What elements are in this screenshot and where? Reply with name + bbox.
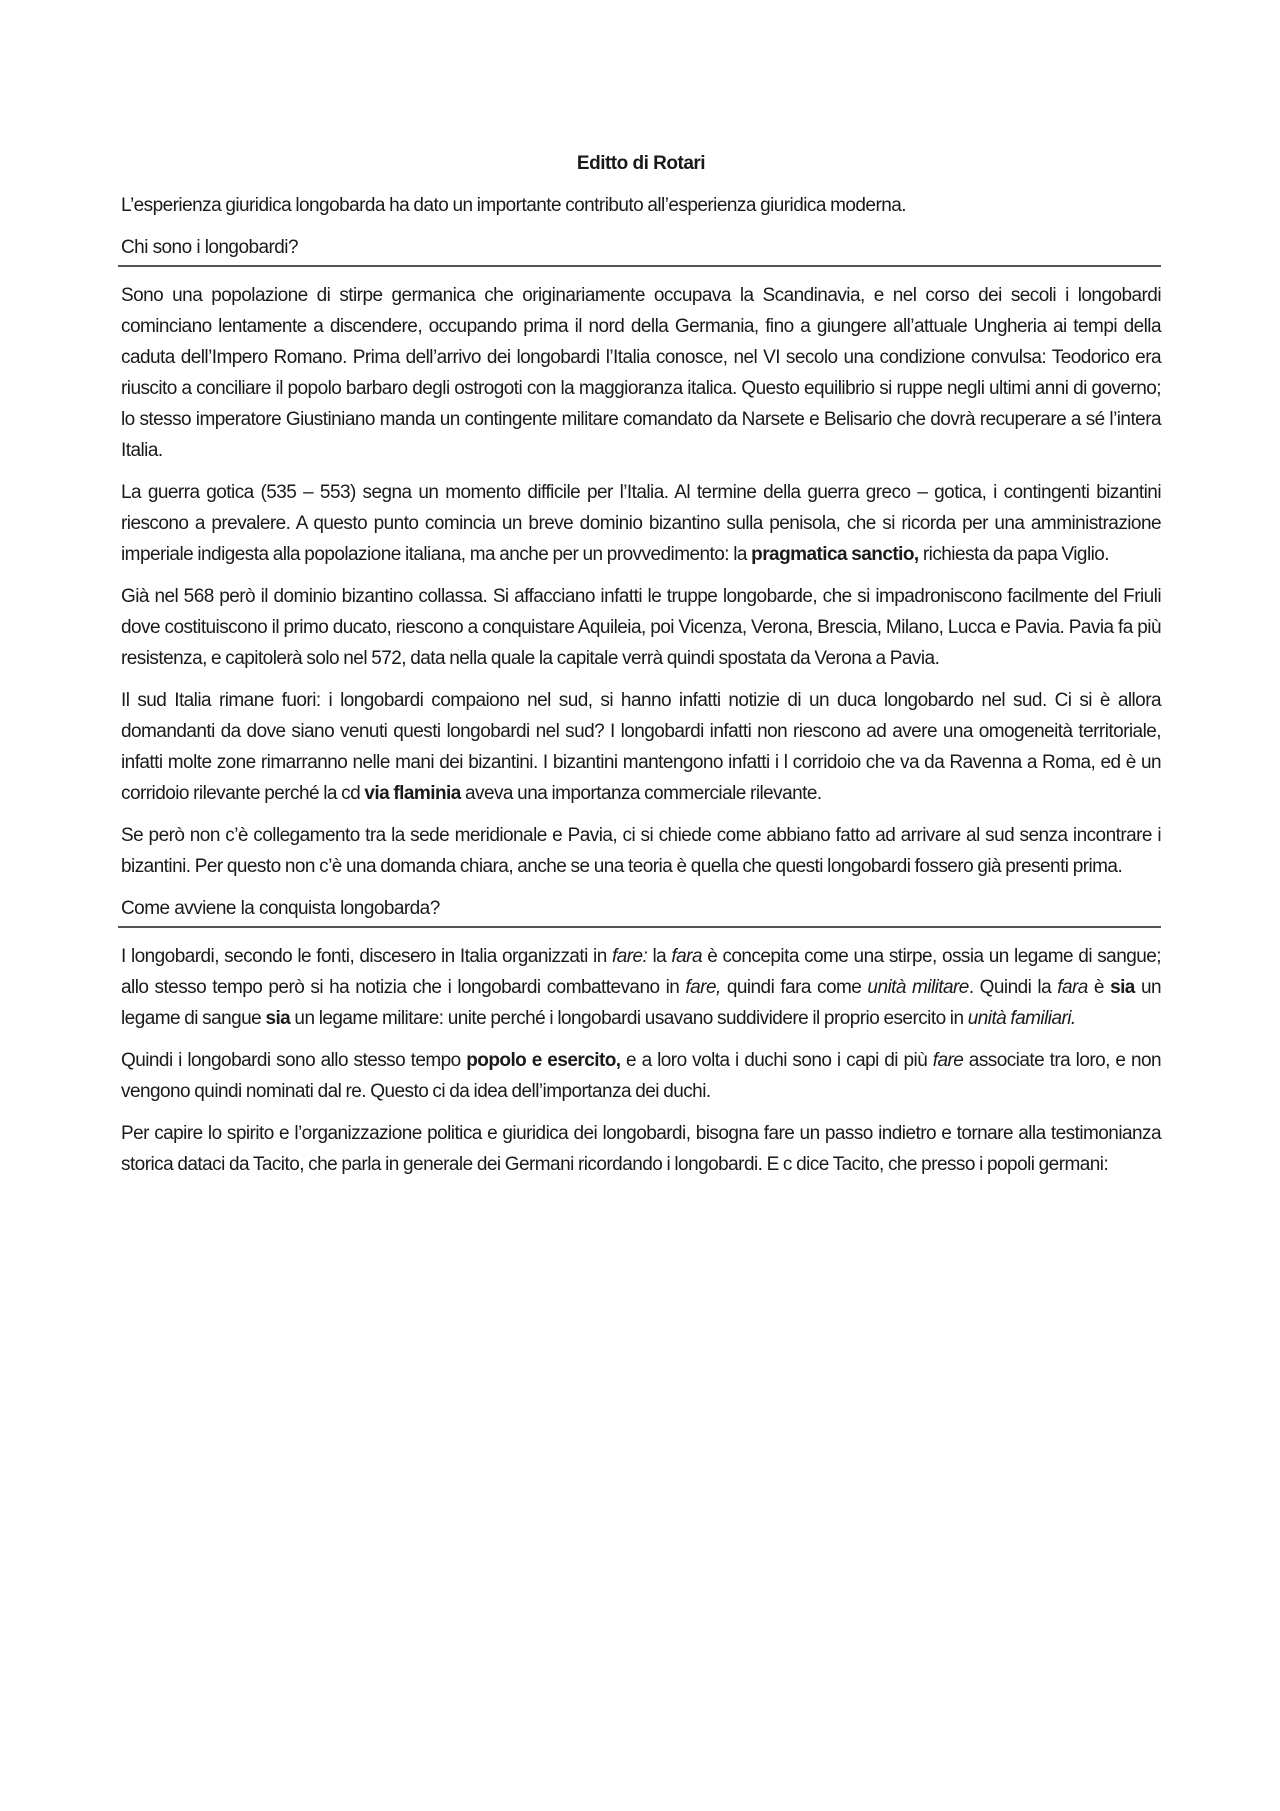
paragraph-collegamento: Se però non c’è collegamento tra la sede meridionale e Pavia, ci si chiede come abbiano fatto ad arrivare al sud senza incontrare i bizantini. Per questo non c’è una domanda chiara, anche se una teoria è quella che questi longobardi fossero già presenti prima. [121, 825, 1161, 877]
text-span: e a loro volta i duchi sono i capi di più [620, 1050, 933, 1071]
text-span: la [647, 946, 672, 967]
paragraph-fare [121, 941, 1161, 1034]
italic-term: fare [932, 1050, 964, 1071]
section-heading-chi-sono: Chi sono i longobardi? [118, 232, 1161, 267]
paragraph-origins: Sono una popolazione di stirpe germanica che originariamente occupava la Scandinavia, e nel corso dei secoli i longobardi cominciano lentamente a discendere, occupando prima il nord della Germania, fino a giungere all’attuale Ungheria ai tempi della caduta dell’Impero Romano. Prima dell’arrivo dei longobardi l’Italia conosce, nel VI secolo una condizione convulsa: Teodorico era riuscito a conciliare il popolo barbaro degli ostrogoti con la maggioranza italica. Questo equilibrio si ruppe negli ultimi anni di governo; lo stesso imperatore Giustiniano manda un contingente militare comandato da Narsete e Belisario che dovrà recuperare a sé l’intera Italia. [121, 285, 1161, 461]
text-span: un legame di sangue [121, 977, 1161, 1029]
text-span: I longobardi, secondo le fonti, discesero in Italia organizzati in [121, 946, 612, 967]
intro-paragraph: L’esperienza giuridica longobarda ha dato un importante contributo all’esperienza giuridica moderna. [121, 195, 906, 216]
paragraph-sud-italia [121, 685, 1161, 809]
italic-term: fare: [611, 946, 648, 967]
text-span: La guerra gotica (535 – 553) segna un momento difficile per l’Italia. Al termine della guerra greco – gotica, i contingenti bizantini riescono a prevalere. A questo punto comincia un breve dominio bizantino sulla penisola, che si ricorda per una amministrazione imperiale indigesta alla popolazione italiana, ma anche per un provvedimento: la [121, 482, 1161, 565]
text-span: associate tra loro, e non vengono quindi nominati dal re. Questo ci da idea dell’importanza dei duchi. [121, 1050, 1162, 1102]
italic-term: fara [1057, 977, 1088, 998]
bold-term: sia [265, 1008, 291, 1029]
text-span: Il sud Italia rimane fuori: i longobardi compaiono nel sud, si hanno infatti notizie di un duca longobardo nel sud. Ci si è allora domandanti da dove siano venuti questi longobardi nel sud? I longobardi infatti non riescono ad avere una omogeneità territoriale, infatti molte zone rimarranno nelle mani dei bizantini. I bizantini mantengono infatti i l corridoio che va da Ravenna a Roma, ed è un corridoio rilevante perché la cd [121, 690, 1161, 804]
paragraph-popolo-esercito [121, 1045, 1161, 1107]
text-span: . Quindi la [968, 977, 1058, 998]
bold-term-pragmatica-sanctio: pragmatica sanctio, [751, 544, 919, 565]
italic-term: unità militare [867, 977, 969, 998]
text-span: Quindi i longobardi sono allo stesso tempo [121, 1050, 467, 1071]
text-span: richiesta da papa Viglio. [918, 544, 1110, 565]
bold-term: sia [1110, 977, 1135, 998]
text-span: quindi fara come [720, 977, 868, 998]
text-span: è [1087, 977, 1111, 998]
section-heading-conquista: Come avviene la conquista longobarda? [118, 893, 1161, 928]
bold-term-popolo-esercito: popolo e esercito, [466, 1050, 621, 1071]
document-title: Editto di Rotari [576, 153, 706, 174]
document-page [121, 148, 1161, 1191]
text-span: un legame militare: unite perché i longobardi usavano suddividere il proprio esercito in [290, 1008, 968, 1029]
italic-term: fare, [685, 977, 721, 998]
italic-term: fara [671, 946, 702, 967]
text-span: è concepita come una stirpe, ossia un legame di sangue; allo stesso tempo però si ha notizia che i longobardi combattevano in [121, 946, 1161, 998]
text-span: aveva una importanza commerciale rilevante. [460, 783, 822, 804]
paragraph-tacito: Per capire lo spirito e l’organizzazione politica e giuridica dei longobardi, bisogna fare un passo indietro e tornare alla testimonianza storica dataci da Tacito, che parla in generale dei Germani ricordando i longobardi. E c dice Tacito, che presso i popoli germani: [121, 1123, 1161, 1175]
paragraph-568: Già nel 568 però il dominio bizantino collassa. Si affacciano infatti le truppe longobarde, che si impadroniscono facilmente del Friuli dove costituiscono il primo ducato, riescono a conquistare Aquileia, poi Vicenza, Verona, Brescia, Milano, Lucca e Pavia. Pavia fa più resistenza, e capitolerà solo nel 572, data nella quale la capitale verrà quindi spostata da Verona a Pavia. [121, 586, 1161, 669]
paragraph-guerra-gotica [121, 477, 1161, 570]
italic-term: unità familiari. [967, 1008, 1076, 1029]
bold-term-via-flaminia: via flaminia [364, 783, 461, 804]
